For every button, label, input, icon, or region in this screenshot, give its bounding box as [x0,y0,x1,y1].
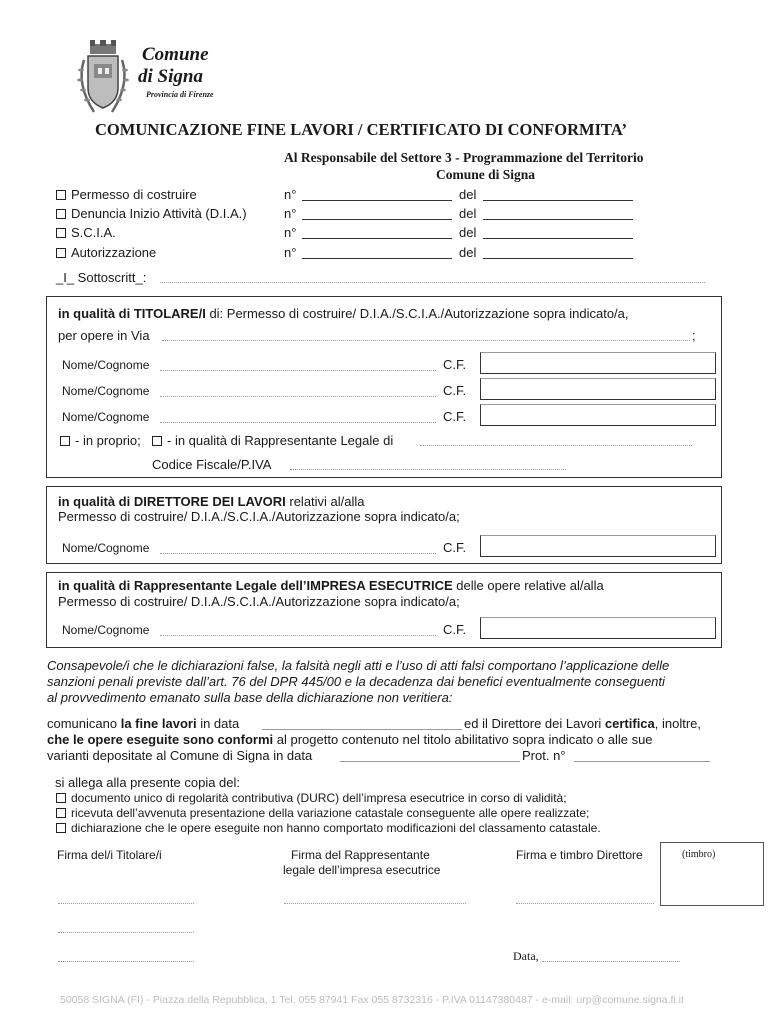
number-field-scia[interactable] [302,238,452,239]
codice-fiscale-label: Codice Fiscale/P.IVA [152,457,272,472]
provincia-label: Provincia di Firenze [146,90,214,99]
direttore-name-field[interactable] [160,553,436,554]
addressee-line1: Al Responsabile del Settore 3 - Programmazione del Territorio [284,150,644,165]
prot-label: Prot. n° [522,748,566,763]
timbro-label: (timbro) [682,849,716,860]
checkbox-dichiarazione[interactable] [56,823,66,833]
number-field-autorizzazione[interactable] [302,258,452,259]
titolare-cf-label-3: C.F. [443,409,467,424]
prot-field[interactable] [574,761,710,762]
impresa-cf-field[interactable] [480,617,716,639]
titolare-name-label-3: Nome/Cognome [62,410,150,424]
number-field-dia[interactable] [302,219,452,220]
title-type-permesso[interactable]: Permesso di costruire [56,187,197,202]
title-type-dia[interactable]: Denuncia Inizio Attività (D.I.A.) [56,206,247,221]
titolare-cf-label-2: C.F. [443,383,467,398]
title-type-scia[interactable]: S.C.I.A. [56,225,116,240]
firma-direttore-field[interactable] [516,903,654,904]
number-label: n° [284,245,297,260]
comune-logo [72,40,134,116]
comunicano-line1: comunicano la fine lavori in data [47,716,240,731]
titolare-cf-field-1[interactable] [480,352,716,374]
checkbox-autorizzazione[interactable] [56,248,66,258]
checkbox-dia[interactable] [56,209,66,219]
date-label: del [459,187,477,202]
checkbox-variazione[interactable] [56,808,66,818]
number-field-permesso[interactable] [302,200,452,201]
sottoscritto-field[interactable] [160,282,705,283]
consapevoli-line1: Consapevole/i che le dichiarazioni false, la falsità negli atti e l’uso di atti falsi comportano l’applicazione delle [47,658,670,673]
checkbox-permesso[interactable] [56,190,66,200]
addressee-line2: Comune di Signa [436,167,536,182]
impresa-name-field[interactable] [160,635,436,636]
comunicano-line1-end: ed il Direttore dei Lavori certifica, inoltre, [464,716,702,731]
direttore-heading: in qualità di DIRETTORE DEI LAVORI relativi al/alla [58,494,365,509]
allegato-variazione[interactable]: ricevuta dell’avvenuta presentazione della variazione catastale conseguente alle opere realizzate; [56,806,589,820]
comune-name-line2: di Signa [138,66,203,87]
comune-name-line1: Comune [142,44,209,65]
codice-fiscale-field[interactable] [290,469,566,470]
titolare-name-field-2[interactable] [160,396,436,397]
titolare-cf-field-2[interactable] [480,378,716,400]
firma-titolare-field-3[interactable] [58,961,194,962]
via-field[interactable] [162,340,690,341]
titolare-name-label-2: Nome/Cognome [62,384,150,398]
impresa-cf-label: C.F. [443,622,467,637]
allegati-intro: si allega alla presente copia del: [55,775,241,790]
via-end: ; [692,328,696,343]
fine-lavori-date-field[interactable] [262,729,462,730]
title-type-autorizzazione[interactable]: Autorizzazione [56,245,156,260]
sottoscritto-label: _I_ Sottoscritt_: [56,270,147,285]
direttore-name-label: Nome/Cognome [62,541,150,555]
number-label: n° [284,187,297,202]
checkbox-in-proprio[interactable] [60,436,70,446]
titolare-cf-field-3[interactable] [480,404,716,426]
titolare-name-field-1[interactable] [160,370,436,371]
date-label: del [459,245,477,260]
firma-titolare-field-2[interactable] [58,932,194,933]
impresa-name-label: Nome/Cognome [62,623,150,637]
firma-titolare-label: Firma del/i Titolare/i [57,848,162,862]
firma-direttore-label: Firma e timbro Direttore [516,848,643,862]
date-label: del [459,225,477,240]
via-label: per opere in Via [58,328,150,343]
firma-rappresentante-label1: Firma del Rappresentante [291,848,430,862]
direttore-cf-label: C.F. [443,540,467,555]
checkbox-rappresentante[interactable] [152,436,162,446]
consapevoli-line3: al provvedimento emanato sulla base della dichiarazione non veritiera: [47,690,453,705]
firma-rappresentante-field[interactable] [284,903,466,904]
rappresentante-field[interactable] [420,445,692,446]
date-label: del [459,206,477,221]
number-label: n° [284,206,297,221]
titolare-name-field-3[interactable] [160,422,436,423]
number-label: n° [284,225,297,240]
option-in-proprio[interactable]: - in proprio; [60,433,141,448]
comunicano-line2: che le opere eseguite sono conformi al progetto contenuto nel titolo abilitativo sopra indicato o alle sue [47,732,653,747]
coat-of-arms-icon [72,40,134,116]
date-field-autorizzazione[interactable] [483,258,633,259]
impresa-heading: in qualità di Rappresentante Legale dell’IMPRESA ESECUTRICE delle opere relative al/alla [58,578,604,593]
consapevoli-line2: sanzioni penali previste dall’art. 76 del DPR 445/00 e la decadenza dai benefici eventualmente conseguenti [47,674,665,689]
date-field-permesso[interactable] [483,200,633,201]
impresa-line2: Permesso di costruire/ D.I.A./S.C.I.A./Autorizzazione sopra indicato/a; [58,594,460,609]
option-rappresentante[interactable]: - in qualità di Rappresentante Legale di [152,433,393,448]
data-field[interactable] [542,961,680,962]
comunicano-line3: varianti depositate al Comune di Signa in data [47,748,313,763]
allegato-durc[interactable]: documento unico di regolarità contributiva (DURC) dell’impresa esecutrice in corso di validità; [56,791,567,805]
footer-address: 50058 SIGNA (FI) - Piazza della Repubblica, 1 Tel. 055 87941 Fax 055 8732316 - P.IVA 01147380487 - e-mail: urp@comune.signa.fi.it [60,994,684,1006]
firma-rappresentante-label2: legale dell’impresa esecutrice [283,863,441,877]
checkbox-durc[interactable] [56,793,66,803]
direttore-line2: Permesso di costruire/ D.I.A./S.C.I.A./Autorizzazione sopra indicato/a; [58,509,460,524]
direttore-cf-field[interactable] [480,535,716,557]
document-title: COMUNICAZIONE FINE LAVORI / CERTIFICATO DI CONFORMITA’ [95,120,628,139]
varianti-date-field[interactable] [340,761,520,762]
titolare-cf-label-1: C.F. [443,357,467,372]
date-field-dia[interactable] [483,219,633,220]
data-label: Data, [513,949,539,963]
checkbox-scia[interactable] [56,228,66,238]
titolare-name-label-1: Nome/Cognome [62,358,150,372]
titolare-heading: in qualità di TITOLARE/I di: Permesso di costruire/ D.I.A./S.C.I.A./Autorizzazione sopra indicato/a, [58,306,629,321]
firma-titolare-field-1[interactable] [58,903,194,904]
date-field-scia[interactable] [483,238,633,239]
allegato-dichiarazione[interactable]: dichiarazione che le opere eseguite non hanno comportato modificazioni del classamento catastale. [56,821,601,835]
